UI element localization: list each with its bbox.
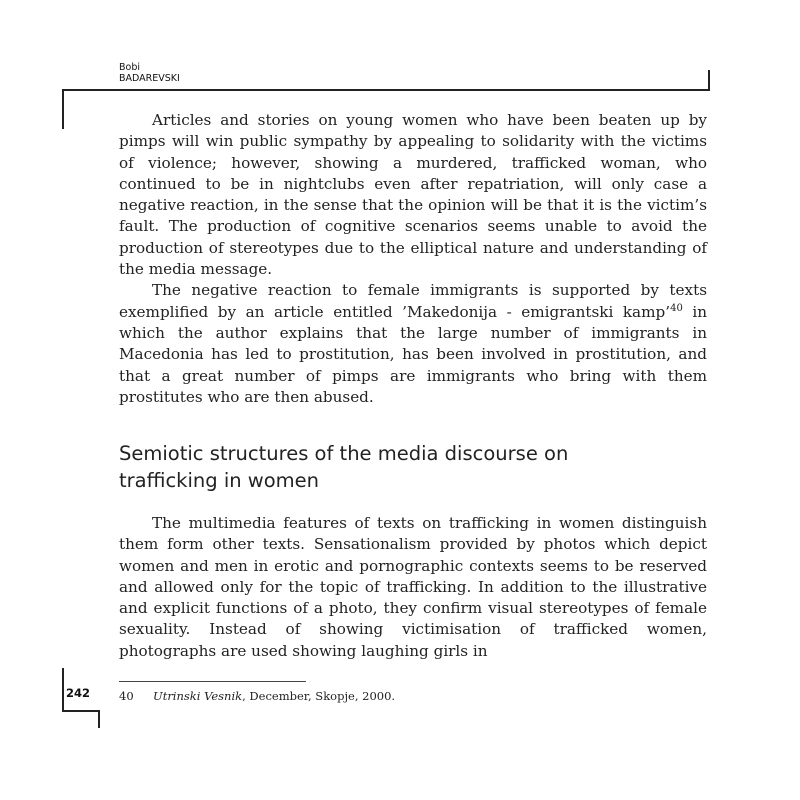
paragraph <box>119 280 707 408</box>
header-rule-left-tick <box>62 89 64 129</box>
page-number: 242 <box>66 686 91 700</box>
footnote-number: 40 <box>119 689 134 703</box>
author-first-name: Bobi <box>119 62 140 73</box>
paragraph-text: in which the author explains that the large number of immigrants in Macedonia has led to prostitution, has been involved in prostitution, and that a great number of pimps are immigrants who bring with them prostitutes who are then abused. <box>119 302 708 406</box>
running-header <box>119 62 180 84</box>
author-last-name: BADAREVSKI <box>119 73 180 84</box>
footnote-rule <box>119 681 306 682</box>
section-heading <box>119 440 679 494</box>
footer-rule-right-tick <box>98 710 100 728</box>
footnote-source-title: Utrinski Vesnik <box>153 689 243 703</box>
paragraph: The multimedia features of texts on trafficking in women distinguish them form other texts. Sensationalism provided by photos which depict women and men in erotic and pornographic contexts seems to be reserved and allowed only for the topic of trafficking. In addition to the illustrative and explicit functions of a photo, they confirm visual stereotypes of female sexuality. Instead of showing victimisation of trafficked women, photographs are used showing laughing girls in <box>119 514 707 660</box>
section-heading-line: Semiotic structures of the media discourse on <box>119 442 569 465</box>
footer-rule-left-tick <box>62 668 64 711</box>
body-text-bottom <box>119 513 707 662</box>
footnote <box>119 688 619 704</box>
footnote-reference: 40 <box>670 302 683 314</box>
footnote-source-details: , December, Skopje, 2000. <box>242 689 396 703</box>
body-text-top <box>119 110 707 408</box>
paragraph: Articles and stories on young women who have been beaten up by pimps will win public sympathy by appealing to solidarity with the victims of violence; however, showing a murdered, trafficked woman, who continued to be in nightclubs even after repatriation, will only case a negative reaction, in the sense that the opinion will be that it is the victim’s fault. The production of cognitive scenarios seems unable to avoid the production of stereotypes due to the elliptical nature and understanding of the media message. <box>119 111 707 279</box>
header-rule-right-tick <box>708 70 710 90</box>
section-heading-line: trafficking in women <box>119 469 320 492</box>
header-rule <box>62 89 710 91</box>
paragraph-text: The negative reaction to female immigrants is supported by texts exemplified by an article entitled ’Makedonija - emigrantski kamp’ <box>119 281 707 321</box>
footer-rule <box>62 710 100 712</box>
